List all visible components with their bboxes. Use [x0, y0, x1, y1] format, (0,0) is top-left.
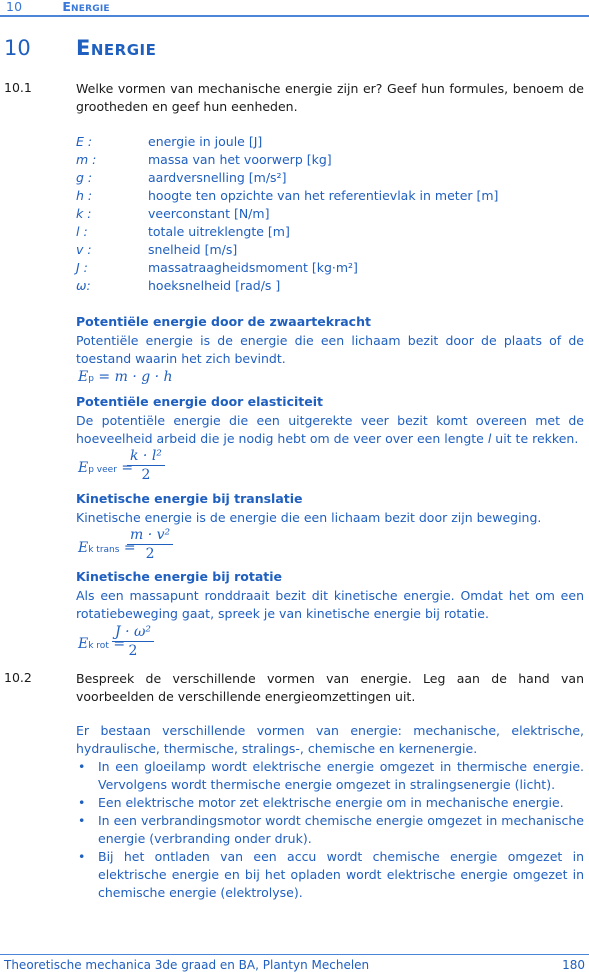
- running-header-number: 10: [6, 0, 23, 14]
- chapter-heading: [4, 36, 157, 60]
- symbol-description: hoogte ten opzichte van het referentievlak in meter [m]: [148, 188, 499, 203]
- text-variable: l: [487, 431, 492, 446]
- symbol-description: hoeksnelheid [rad/s ]: [148, 278, 281, 293]
- section-title-gravity: Potentiële energie door de zwaartekracht: [76, 314, 371, 329]
- formula-numerator: J · ω²: [115, 624, 151, 640]
- list-item: • In een verbrandingsmotor wordt chemische energie omgezet in mechanische energie (verbranding onder druk).: [76, 812, 584, 848]
- symbol: m :: [76, 152, 97, 167]
- formula-lhs: E: [78, 636, 89, 652]
- text-part: De potentiële energie die een uitgerekte veer bezit komt overeen met de hoeveelheid arbeid die je nodig hebt om de veer over een lengte: [76, 413, 584, 446]
- formula-elastic-lhs: [78, 460, 133, 476]
- question-text: Welke vormen van mechanische energie zijn er? Geef hun formules, benoem de grootheden en geef hun eenheden.: [76, 81, 584, 114]
- footer-rule: [0, 954, 589, 955]
- section-text-elastic: [76, 412, 584, 448]
- formula-rhs: = m · g · h: [98, 369, 173, 385]
- chapter-title: Energie: [76, 36, 157, 60]
- formula-lhs: E: [78, 540, 89, 556]
- symbol-description: aardversnelling [m/s²]: [148, 170, 287, 185]
- list-item: • Bij het ontladen van een accu wordt chemische energie omgezet in elektrische energie en bij het opladen wordt elektrische energie omgezet in chemische energie (elektrolyse).: [76, 848, 584, 902]
- symbol: E :: [76, 134, 93, 149]
- section-title-elastic: Potentiële energie door elasticiteit: [76, 394, 323, 409]
- formula-subscript: p: [88, 374, 94, 384]
- running-header: [6, 0, 110, 14]
- text-part: uit te rekken.: [491, 431, 579, 446]
- formula-denominator: 2: [141, 467, 151, 483]
- section-title-translation: Kinetische energie bij translatie: [76, 491, 303, 506]
- formula-subscript: k rot: [88, 641, 109, 651]
- section-title-rotation: Kinetische energie bij rotatie: [76, 569, 283, 584]
- symbol: v :: [76, 242, 92, 257]
- symbol-description: energie in joule [J]: [148, 134, 263, 149]
- section-text-gravity: Potentiële energie is de energie die een lichaam bezit door de plaats of de toestand waarin het zich bevindt.: [76, 333, 584, 366]
- symbol-description: massa van het voorwerp [kg]: [148, 152, 332, 167]
- symbol: J :: [76, 260, 88, 275]
- formula-denominator: 2: [128, 643, 138, 659]
- symbol: l :: [76, 224, 88, 239]
- chapter-number: 10: [4, 36, 31, 60]
- question-text: Bespreek de verschillende vormen van energie. Leg aan de hand van voorbeelden de verschillende energieomzettingen uit.: [76, 671, 584, 704]
- list-item: • In een gloeilamp wordt elektrische energie omgezet in thermische energie. Vervolgens wordt thermische energie omgezet in stralingsenergie (licht).: [76, 758, 584, 794]
- formula-equals: =: [123, 540, 136, 556]
- symbol: h :: [76, 188, 93, 203]
- footer-source: Theoretische mechanica 3de graad en BA, Plantyn Mechelen: [4, 958, 370, 972]
- symbol: k :: [76, 206, 92, 221]
- formula-subscript: k trans: [88, 545, 120, 555]
- section-text-rotation: Als een massapunt ronddraait bezit dit kinetische energie. Omdat het om een rotatiebeweging gaat, spreek je van kinetische energie bij rotatie.: [76, 588, 584, 621]
- header-rule: [0, 15, 589, 17]
- symbol-description: snelheid [m/s]: [148, 242, 238, 257]
- question-number: 10.1: [4, 80, 32, 95]
- symbol-description: massatraagheidsmoment [kg·m²]: [148, 260, 358, 275]
- formula-elastic-fraction: [127, 448, 165, 483]
- formula-lhs: E: [78, 460, 89, 476]
- formula-subscript: p veer: [88, 465, 117, 475]
- symbol-description: veerconstant [N/m]: [148, 206, 270, 221]
- formula-translation-fraction: [127, 527, 173, 562]
- answer-bullet-list: [76, 758, 584, 902]
- section-text-translation: Kinetische energie is de energie die een lichaam bezit door zijn beweging.: [76, 510, 542, 525]
- formula-denominator: 2: [145, 546, 155, 562]
- symbol-description: totale uitreklengte [m]: [148, 224, 290, 239]
- list-item: • Een elektrische motor zet elektrische energie om in mechanische energie.: [76, 794, 584, 812]
- formula-lhs: E: [78, 369, 89, 385]
- formula-numerator: k · l²: [130, 448, 162, 464]
- formula-equals: =: [121, 460, 134, 476]
- formula-gravity: [78, 369, 173, 385]
- symbol: ω:: [76, 278, 91, 293]
- answer-intro: Er bestaan verschillende vormen van energie: mechanische, elektrische, hydraulische, thermische, stralings-, chemische en kernenergie.: [76, 723, 584, 756]
- symbol: g :: [76, 170, 93, 185]
- page-number: 180: [562, 958, 585, 972]
- question-number: 10.2: [4, 670, 32, 685]
- formula-equals: =: [113, 636, 126, 652]
- formula-rotation-fraction: [112, 624, 154, 659]
- formula-numerator: m · v²: [130, 527, 171, 543]
- running-header-title: Energie: [62, 0, 110, 14]
